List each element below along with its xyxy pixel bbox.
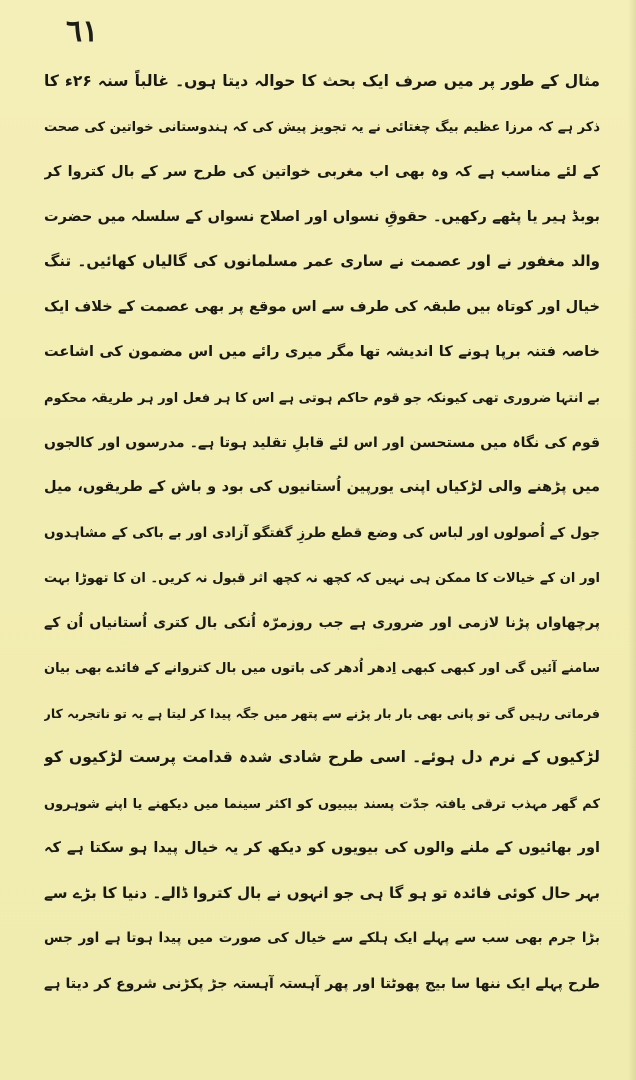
page-number: ٦١ xyxy=(66,14,99,49)
text-line: پرچھاواں پڑنا لازمی اور ضروری ہے جب روزمرّہ اُنکی بال کتری اُستانیاں اُن کے xyxy=(44,615,600,632)
body-text xyxy=(44,50,600,997)
text-line: لڑکیوں کے نرم دل ہوئے۔ اسی طرح شادی شدہ قدامت پرست لڑکیوں کو xyxy=(44,748,600,766)
text-line: بہر حال کوئی فائدہ تو ہو گا ہی جو انہوں نے بال کتروا ڈالے۔ دنیا کا بڑے سے xyxy=(44,883,600,902)
text-line: میں پڑھنے والی لڑکیاں اپنی یورپین اُستانیوں کی بود و باش کے طریقوں، میل xyxy=(44,479,600,496)
text-line: اور بھائیوں کے ملنے والوں کی بیویوں کو دیکھ کر یہ خیال پیدا ہو سکتا ہے کہ xyxy=(44,840,600,857)
text-line: قوم کی نگاہ میں مستحسن اور اس لئے قابلِ تقلید ہوتا ہے۔ مدرسوں اور کالجوں xyxy=(44,434,600,451)
text-line: اور ان کے خیالات کا ممکن ہی نہیں کہ کچھ نہ کچھ اثر قبول نہ کریں۔ ان کا تھوڑا بہت xyxy=(44,571,600,587)
text-line: طرح پہلے ایک ننھا سا بیج پھوٹتا اور پھر آہستہ آہستہ جڑ پکڑنی شروع کر دیتا ہے xyxy=(44,975,600,992)
page-edge-shadow xyxy=(628,0,636,1080)
text-line: والد مغفور نے اور عصمت نے ساری عمر مسلمانوں کی گالیاں کھائیں۔ تنگ xyxy=(44,252,600,271)
text-line: ذکر ہے کہ مرزا عظیم بیگ چغتائی نے یہ تجویز پیش کی کہ ہندوستانی خواتین کی صحت xyxy=(44,120,600,136)
text-line: بڑا جرم بھی سب سے پہلے ایک ہلکے سے خیال کی صورت میں پیدا ہوتا ہے اور جس xyxy=(44,930,600,947)
text-line: فرماتی رہیں گی تو پانی بھی بار بار پڑنے سے پتھر میں جگہ پیدا کر لیتا ہے یہ تو ناتجربہ کار xyxy=(44,705,600,721)
text-line: کم گھر مہذب ترقی یافتہ جدّت پسند بیبیوں کو اکثر سینما میں دیکھنے یا اپنے شوہروں xyxy=(44,796,600,812)
text-line: جول کے اُصولوں اور لباس کی وضع قطع طرزِ گفتگو آزادی اور بے باکی کے مشاہدوں xyxy=(44,524,600,541)
text-line: سامنے آئیں گی اور کبھی کبھی اِدھر اُدھر کی باتوں میں بال کتروانے کے فائدے بھی بیان xyxy=(44,661,600,677)
text-line: خاصہ فتنہ برپا ہونے کا اندیشہ تھا مگر میری رائے میں اس مضمون کی اشاعت xyxy=(44,344,600,361)
text-line: مثال کے طور پر میں صرف ایک بحث کا حوالہ دیتا ہوں۔ غالباً سنہ ۲۶ء کا xyxy=(44,71,600,90)
text-line: بے انتہا ضروری تھی کیونکہ جو قوم حاکم ہوتی ہے اس کا ہر فعل اور ہر طریقہ محکوم xyxy=(44,390,600,406)
text-line: بوبڈ ہیر یا پٹھے رکھیں۔ حقوقِ نسواں اور اصلاح نسواں کے سلسلہ میں حضرت xyxy=(44,208,600,225)
text-line: کے لئے مناسب ہے کہ وہ بھی اب مغربی خواتین کی طرح سر کے بال کتروا کر xyxy=(44,163,600,180)
text-line: خیال اور کوتاہ بیں طبقہ کی طرف سے اس موقع پر بھی عصمت کے خلاف ایک xyxy=(44,299,600,316)
